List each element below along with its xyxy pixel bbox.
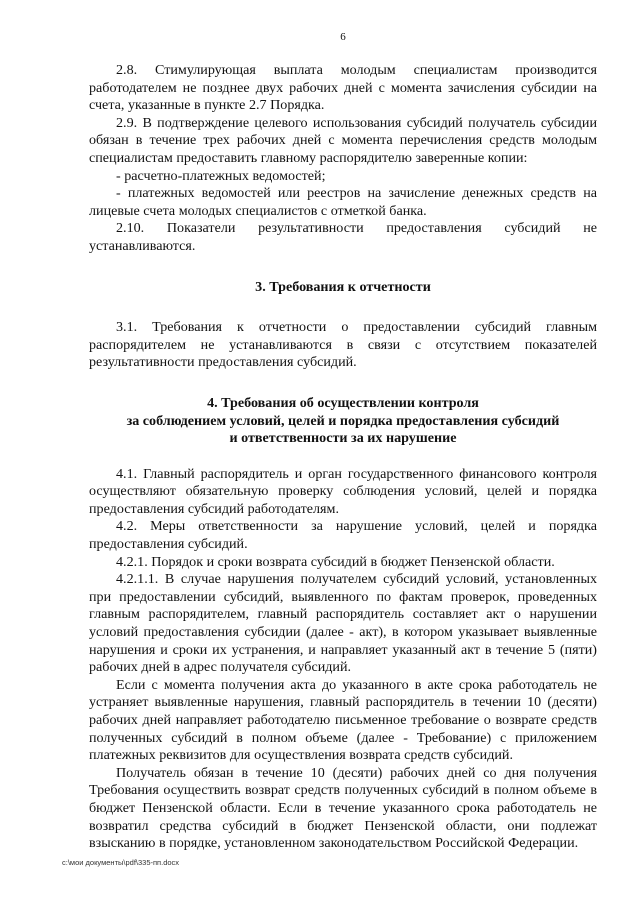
paragraph-4-2: 4.2. Меры ответственности за нарушение условий, целей и порядка предоставления субсидий.: [89, 518, 597, 553]
paragraph-4-2-1-1: 4.2.1.1. В случае нарушения получателем субсидий условий, установленных при предоставлении субсидий, выявленного по фактам проверок, проведенных главным распорядителем, главный распорядитель составляет акт о нарушении условий предоставления субсидии (далее - акт), в котором указывает выявленные нарушения и сроки их устранения, и направляет указанный акт в течение 5 (пяти) рабочих дней в адрес получателя субсидий.: [89, 571, 597, 676]
section-4-heading-line-1: 4. Требования об осуществлении контроля: [207, 394, 479, 411]
paragraph-2-10: 2.10. Показатели результативности предоставления субсидий не устанавливаются.: [89, 220, 597, 254]
paragraph-3-1: 3.1. Требования к отчетности о предоставлении субсидий главным распорядителем не устанавливаются в связи с отсутствием показателей результативности предоставления субсидий.: [89, 319, 597, 371]
section-4-heading-line-3: и ответственности за их нарушение: [229, 430, 457, 447]
page-number: 6: [340, 31, 346, 43]
paragraph-recovery: Получатель обязан в течение 10 (десяти) рабочих дней со дня получения Требования осуществить возврат средств полученных субсидий в полном объеме в бюджет Пензенской области. Если в течение указанного срока работодатель не возвратил средства субсидий в бюджет Пензенской области, они подлежат взысканию в порядке, установленном законодательством Российской Федерации.: [89, 764, 597, 852]
list-item-payment-statements: - платежных ведомостей или реестров на зачисление денежных средств на лицевые счета молодых специалистов с отметкой банка.: [89, 185, 597, 219]
footer-file-path: c:\мои документы\pdf\335-пп.docx: [62, 858, 180, 867]
paragraph-4-2-1: 4.2.1. Порядок и сроки возврата субсидий в бюджет Пензенской области.: [116, 553, 555, 570]
document-page: [89, 30, 597, 853]
paragraph-2-8: 2.8. Стимулирующая выплата молодым специалистам производится работодателем не позднее двух рабочих дней с момента зачисления субсидии на счета, указанные в пункте 2.7 Порядка.: [89, 62, 597, 114]
section-3-heading: 3. Требования к отчетности: [255, 278, 431, 295]
paragraph-4-1: 4.1. Главный распорядитель и орган государственного финансового контроля осуществляют обязательную проверку соблюдения условий, целей и порядка предоставления субсидий работодателям.: [89, 465, 597, 517]
list-item-settlement-statements: - расчетно-платежных ведомостей;: [116, 167, 326, 184]
section-4-heading-line-2: за соблюдением условий, целей и порядка предоставления субсидий: [126, 412, 560, 429]
paragraph-requirement: Если с момента получения акта до указанного в акте срока работодатель не устраняет выявленные нарушения, главный распорядитель в течении 10 (десяти) рабочих дней направляет работодателю письменное требование о возврате средств полученных субсидий в полном объеме (далее - Требование) с приложением платежных реквизитов для осуществления возврата средств субсидий.: [89, 676, 597, 764]
paragraph-2-9: 2.9. В подтверждение целевого использования субсидий получатель субсидии обязан в течение трех рабочих дней с момента перечисления средств молодым специалистам предоставить главному распорядителю заверенные копии:: [89, 114, 597, 166]
